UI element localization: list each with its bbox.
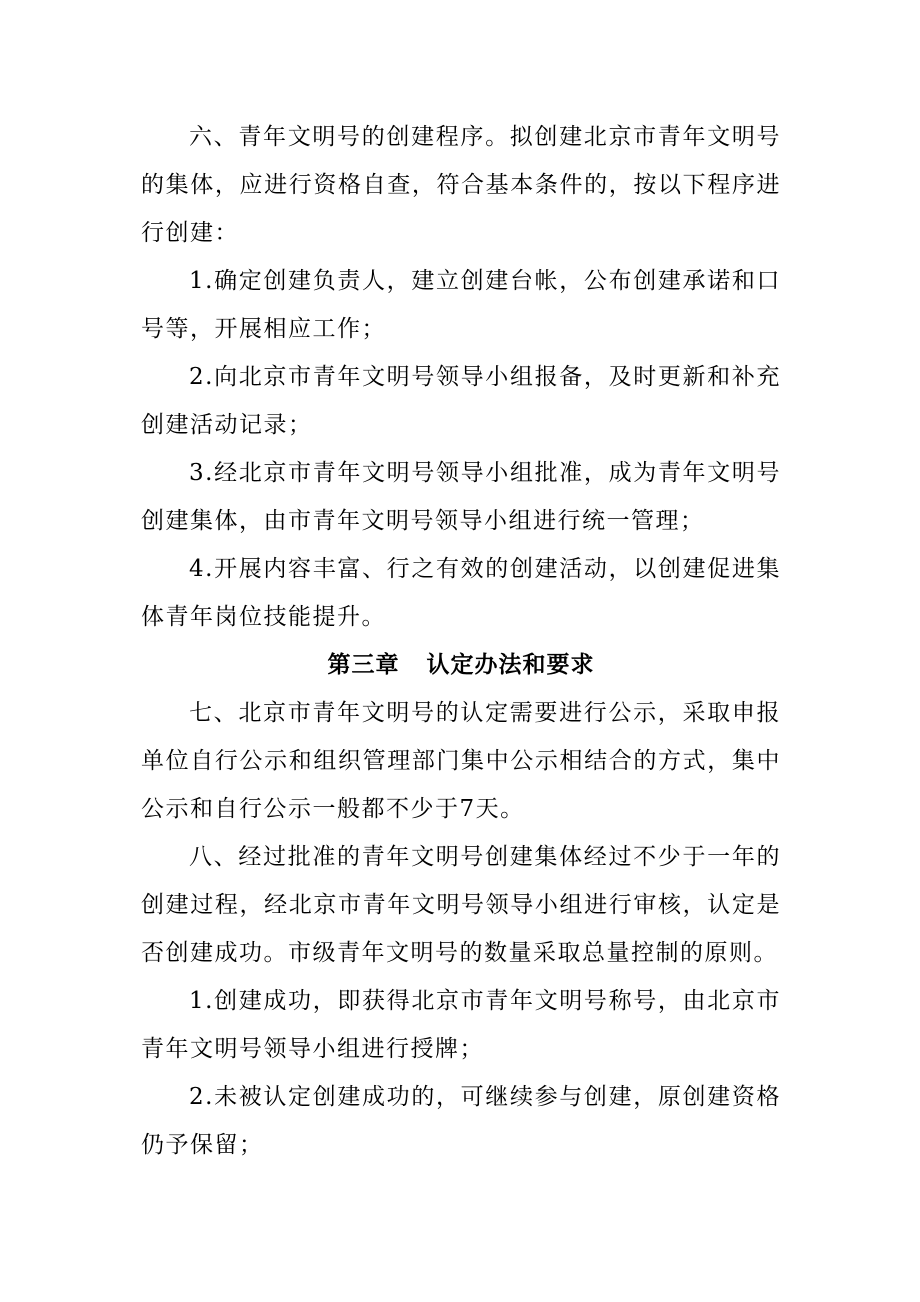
paragraph-step-3: 3.经北京市青年文明号领导小组批准，成为青年文明号创建集体，由市青年文明号领导小组进行统一管理； xyxy=(141,460,781,534)
chapter-heading: 第三章 认定办法和要求 xyxy=(327,652,595,678)
paragraph-step-4: 4.开展内容丰富、行之有效的创建活动，以创建促进集体青年岗位技能提升。 xyxy=(141,556,781,630)
paragraph-procedure: 六、青年文明号的创建程序。拟创建北京市青年文明号的集体，应进行资格自查，符合基本条件的，按以下程序进行创建： xyxy=(141,124,781,246)
paragraph-result-2: 2.未被认定创建成功的，可继续参与创建，原创建资格仍予保留； xyxy=(141,1084,781,1158)
document-body xyxy=(141,113,781,1169)
paragraph-review: 八、经过批准的青年文明号创建集体经过不少于一年的创建过程，经北京市青年文明号领导小组进行审核，认定是否创建成功。市级青年文明号的数量采取总量控制的原则。 xyxy=(141,844,781,966)
paragraph-publicity: 七、北京市青年文明号的认定需要进行公示，采取申报单位自行公示和组织管理部门集中公示相结合的方式，集中公示和自行公示一般都不少于7天。 xyxy=(141,700,781,822)
paragraph-step-2: 2.向北京市青年文明号领导小组报备，及时更新和补充创建活动记录； xyxy=(141,364,781,438)
paragraph-result-1: 1.创建成功，即获得北京市青年文明号称号，由北京市青年文明号领导小组进行授牌； xyxy=(141,988,781,1062)
paragraph-step-1: 1.确定创建负责人，建立创建台帐，公布创建承诺和口号等，开展相应工作； xyxy=(141,268,781,342)
